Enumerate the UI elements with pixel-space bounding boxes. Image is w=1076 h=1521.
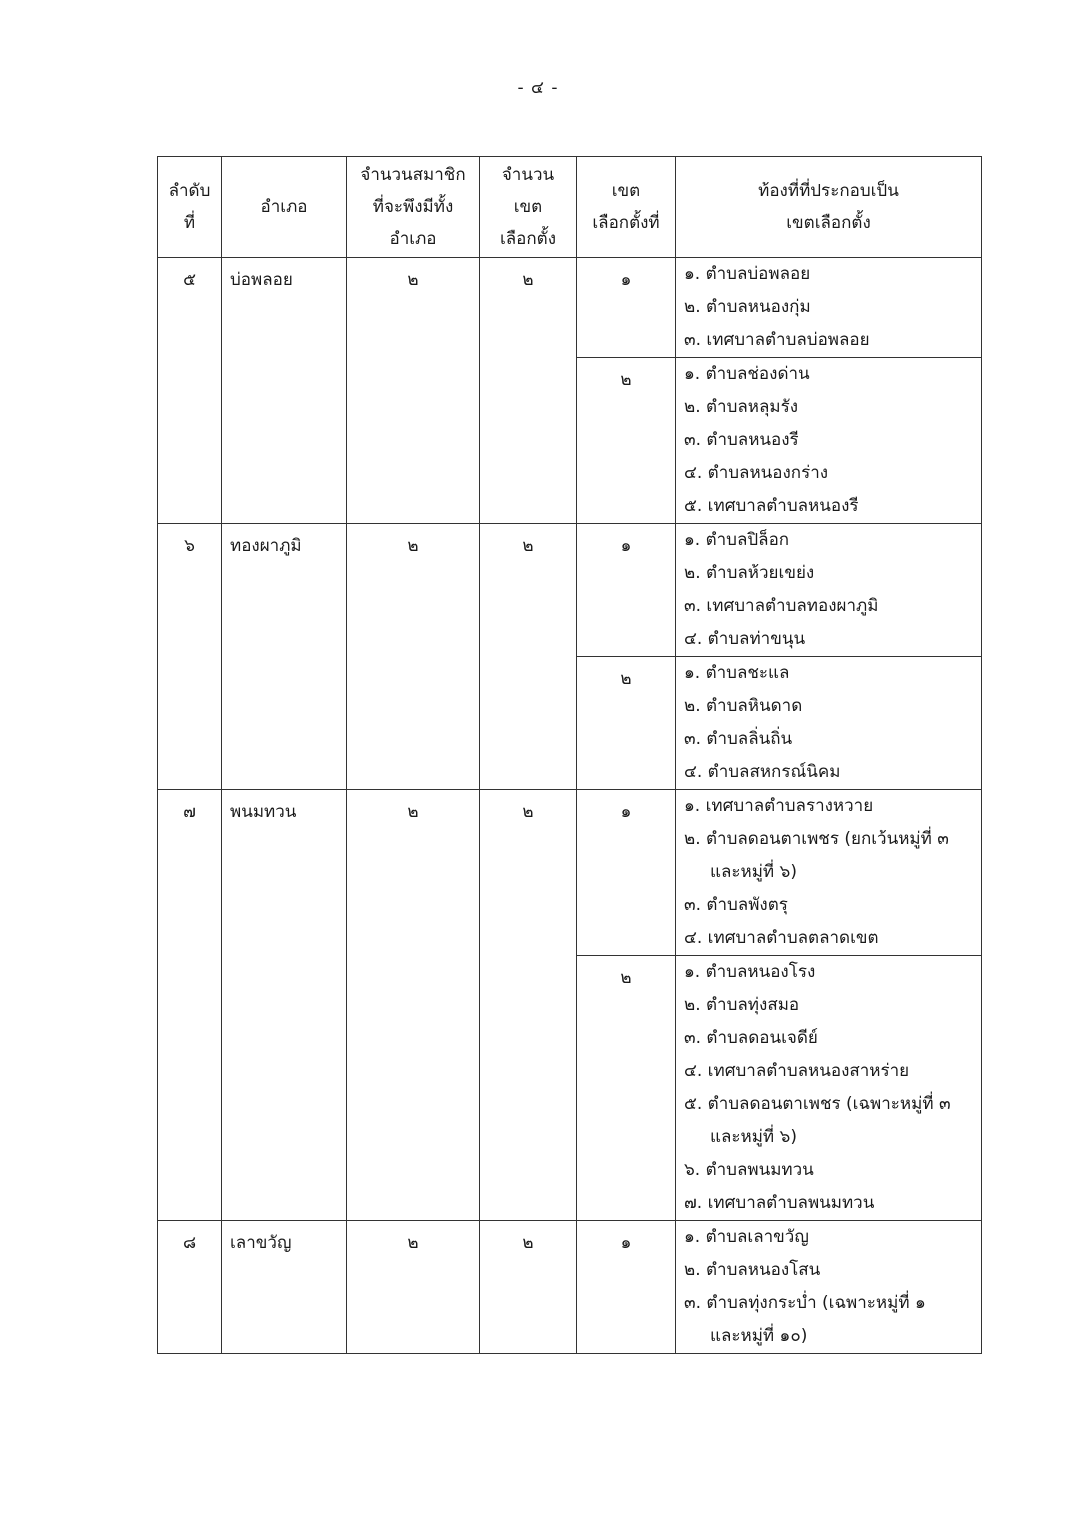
table-row (158, 258, 982, 358)
area-item: ๒. ตำบลทุ่งสมอ (684, 995, 800, 1015)
zone-number-cell: ๒ (577, 657, 676, 790)
header-line: อำเภอ (260, 197, 308, 217)
area-item: ๓. เทศบาลตำบลบ่อพลอย (684, 330, 870, 350)
area-item: ๗. เทศบาลตำบลพนมทวน (684, 1193, 875, 1213)
header-district (222, 157, 347, 258)
area-item: ๒. ตำบลห้วยเขย่ง (684, 563, 815, 583)
members-cell: ๒ (347, 258, 480, 524)
header-zones-count (480, 157, 577, 258)
area-item: ๓. ตำบลดอนเจดีย์ (684, 1028, 818, 1048)
area-item: ๔. ตำบลสหกรณ์นิคม (684, 762, 841, 782)
areas-cell (676, 358, 982, 524)
header-line: ลำดับ (168, 181, 211, 201)
area-item: ๕. ตำบลดอนตาเพชร (เฉพาะหมู่ที่ ๓ (684, 1094, 951, 1114)
table-row (158, 1221, 982, 1354)
area-item: ๓. เทศบาลตำบลทองผาภูมิ (684, 596, 879, 616)
header-line: เลือกตั้งที่ (592, 213, 660, 233)
header-line: เลือกตั้ง (499, 229, 557, 249)
header-areas (676, 157, 982, 258)
members-cell: ๒ (347, 524, 480, 790)
areas-cell (676, 524, 982, 657)
table-row (158, 790, 982, 956)
zones-count-cell: ๒ (480, 524, 577, 790)
table-body (158, 258, 982, 1354)
header-line: จำนวน (501, 165, 555, 185)
district-cell: พนมทวน (222, 790, 347, 1221)
page-number: - ๔ - (517, 78, 559, 98)
area-item: ๔. เทศบาลตำบลตลาดเขต (684, 928, 879, 948)
area-item: ๔. ตำบลหนองกร่าง (684, 463, 829, 483)
area-item: ๑. เทศบาลตำบลรางหวาย (684, 796, 874, 816)
header-line: ที่ (183, 213, 196, 233)
area-item: ๕. เทศบาลตำบลหนองรี (684, 496, 859, 516)
zone-number-cell: ๑ (577, 258, 676, 358)
zone-number-cell: ๒ (577, 956, 676, 1221)
header-line: เขต (611, 181, 641, 201)
area-item: ๒. ตำบลดอนตาเพชร (ยกเว้นหมู่ที่ ๓ (684, 829, 949, 849)
header-line: ที่จะพึงมีทั้ง (372, 197, 454, 217)
area-item: ๑. ตำบลหนองโรง (684, 962, 816, 982)
area-item: ๓. ตำบลทุ่งกระบ่ำ (เฉพาะหมู่ที่ ๑ (684, 1293, 926, 1313)
order-cell: ๗ (158, 790, 222, 1221)
area-item: ๒. ตำบลหนองโสน (684, 1260, 821, 1280)
area-item: ๒. ตำบลหนองกุ่ม (684, 297, 811, 317)
area-item: ๑. ตำบลปิล็อก (684, 530, 790, 550)
zone-number-cell: ๑ (577, 1221, 676, 1354)
zone-number-cell: ๒ (577, 358, 676, 524)
header-zone-number (577, 157, 676, 258)
district-cell: ทองผาภูมิ (222, 524, 347, 790)
header-line: อำเภอ (389, 229, 437, 249)
members-cell: ๒ (347, 790, 480, 1221)
zone-number-cell: ๑ (577, 524, 676, 657)
areas-cell (676, 258, 982, 358)
area-item: และหมู่ที่ ๑๐) (710, 1326, 808, 1346)
table-row (158, 524, 982, 657)
header-line: จำนวนสมาชิก (360, 165, 466, 185)
header-members (347, 157, 480, 258)
district-cell: เลาขวัญ (222, 1221, 347, 1354)
areas-cell (676, 1221, 982, 1354)
order-cell: ๕ (158, 258, 222, 524)
areas-cell (676, 790, 982, 956)
area-item: ๓. ตำบลหนองรี (684, 430, 799, 450)
district-cell: บ่อพลอย (222, 258, 347, 524)
area-item: ๔. ตำบลท่าขนุน (684, 629, 806, 649)
members-cell: ๒ (347, 1221, 480, 1354)
area-item: ๑. ตำบลบ่อพลอย (684, 264, 811, 284)
area-item: ๒. ตำบลหลุมรัง (684, 397, 799, 417)
order-cell: ๖ (158, 524, 222, 790)
area-item: ๑. ตำบลชะแล (684, 663, 790, 683)
zones-count-cell: ๒ (480, 790, 577, 1221)
table-header-row (158, 157, 982, 258)
areas-cell (676, 657, 982, 790)
zone-number-cell: ๑ (577, 790, 676, 956)
area-item: และหมู่ที่ ๖) (710, 1127, 797, 1147)
zones-count-cell: ๒ (480, 1221, 577, 1354)
zones-count-cell: ๒ (480, 258, 577, 524)
election-zone-table (157, 156, 982, 1354)
area-item: ๓. ตำบลลิ่นถิ่น (684, 729, 793, 749)
area-item: ๓. ตำบลพังตรุ (684, 895, 788, 915)
area-item: และหมู่ที่ ๖) (710, 862, 797, 882)
area-item: ๒. ตำบลหินดาด (684, 696, 803, 716)
header-line: ท้องที่ที่ประกอบเป็น (758, 181, 899, 201)
order-cell: ๘ (158, 1221, 222, 1354)
area-item: ๖. ตำบลพนมทวน (684, 1160, 814, 1180)
area-item: ๑. ตำบลช่องด่าน (684, 364, 810, 384)
areas-cell (676, 956, 982, 1221)
area-item: ๑. ตำบลเลาขวัญ (684, 1227, 809, 1247)
header-order (158, 157, 222, 258)
area-item: ๔. เทศบาลตำบลหนองสาหร่าย (684, 1061, 910, 1081)
header-line: เขตเลือกตั้ง (786, 213, 871, 233)
header-line: เขต (513, 197, 543, 217)
